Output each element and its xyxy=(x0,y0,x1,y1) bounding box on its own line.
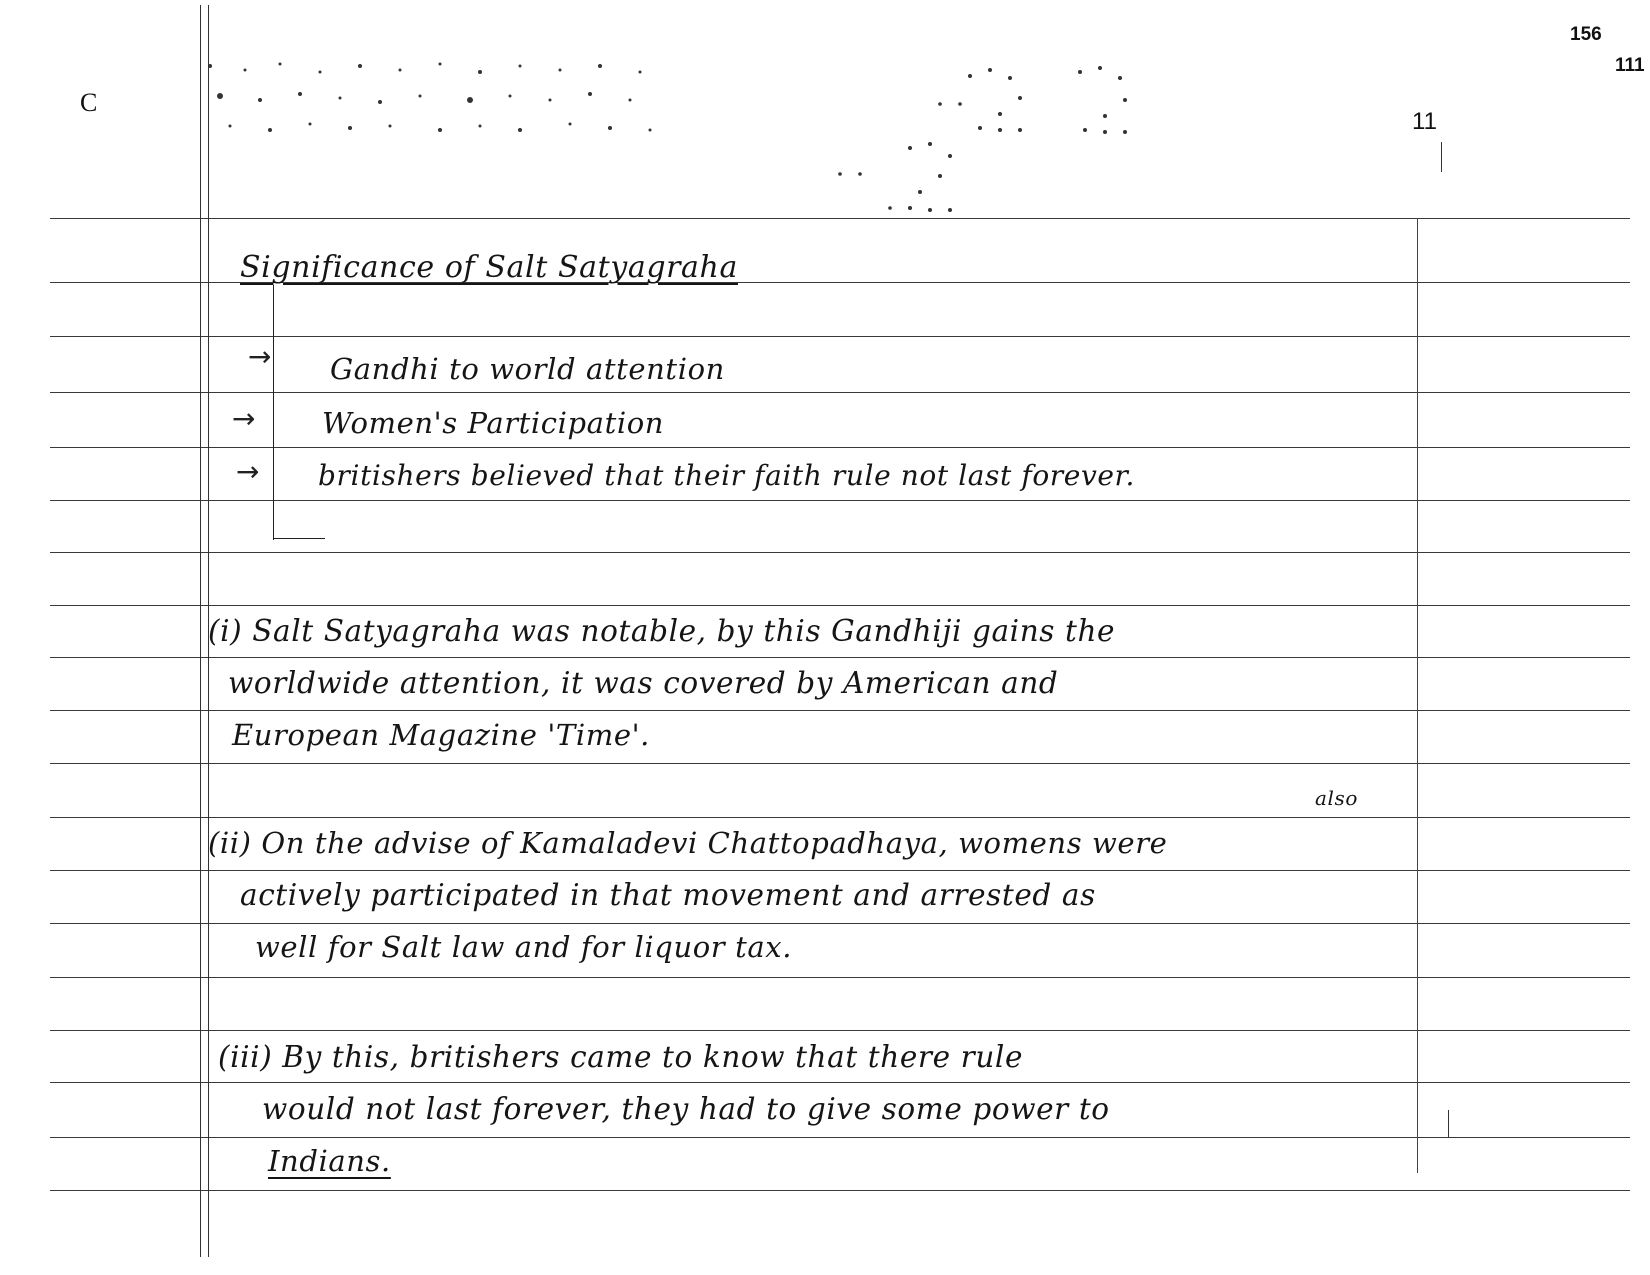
ruled-line xyxy=(50,1030,1630,1031)
page-number-secondary: 111 xyxy=(1615,55,1645,76)
ruled-line xyxy=(50,605,1630,606)
arrow-icon: → xyxy=(236,455,260,488)
point-line: well for Salt law and for liquor tax. xyxy=(255,930,793,964)
margin-mark: 11 xyxy=(1412,108,1437,135)
ruled-line xyxy=(50,1082,1630,1083)
ruled-line xyxy=(50,817,1630,818)
point-line: (i) Salt Satyagraha was notable, by this Gandhiji gains the xyxy=(208,614,1116,648)
point-line: would not last forever, they had to give some power to xyxy=(262,1092,1110,1126)
summary-point: Women's Participation xyxy=(322,406,665,440)
ruled-line xyxy=(50,1137,1630,1138)
ruled-line xyxy=(50,710,1630,711)
ruled-line xyxy=(50,977,1630,978)
answer-heading: Significance of Salt Satyagraha xyxy=(240,250,738,285)
bracket-line xyxy=(273,285,274,540)
margin-tick xyxy=(1448,1110,1449,1138)
ruled-line xyxy=(50,447,1630,448)
ruled-line xyxy=(50,657,1630,658)
point-line: European Magazine 'Time'. xyxy=(232,718,650,752)
ruled-line xyxy=(50,392,1630,393)
margin-tick xyxy=(1441,142,1442,172)
right-margin-line xyxy=(1417,218,1418,1173)
point-line: worldwide attention, it was covered by American and xyxy=(228,666,1059,700)
ruled-line xyxy=(50,1190,1630,1191)
point-line: actively participated in that movement and arrested as xyxy=(240,878,1096,912)
ruled-line xyxy=(50,500,1630,501)
point-line: Indians. xyxy=(268,1144,391,1178)
ruled-line xyxy=(50,923,1630,924)
arrow-icon: → xyxy=(248,340,272,373)
ruled-line xyxy=(50,870,1630,871)
summary-point: britishers believed that their faith rule not last forever. xyxy=(318,459,1135,492)
bracket-foot xyxy=(273,538,325,539)
ruled-line xyxy=(50,552,1630,553)
inserted-word: also xyxy=(1315,786,1359,810)
summary-point: Gandhi to world attention xyxy=(330,352,725,386)
ruled-line xyxy=(50,336,1630,337)
dot-matrix-artifact xyxy=(150,48,1210,228)
ruled-line xyxy=(50,763,1630,764)
corner-letter: C xyxy=(80,88,98,117)
point-line: (ii) On the advise of Kamaladevi Chattopadhaya, womens were xyxy=(208,826,1168,860)
page-number: 156 xyxy=(1570,24,1602,45)
arrow-icon: → xyxy=(232,402,256,435)
point-line: (iii) By this, britishers came to know that there rule xyxy=(218,1040,1024,1074)
